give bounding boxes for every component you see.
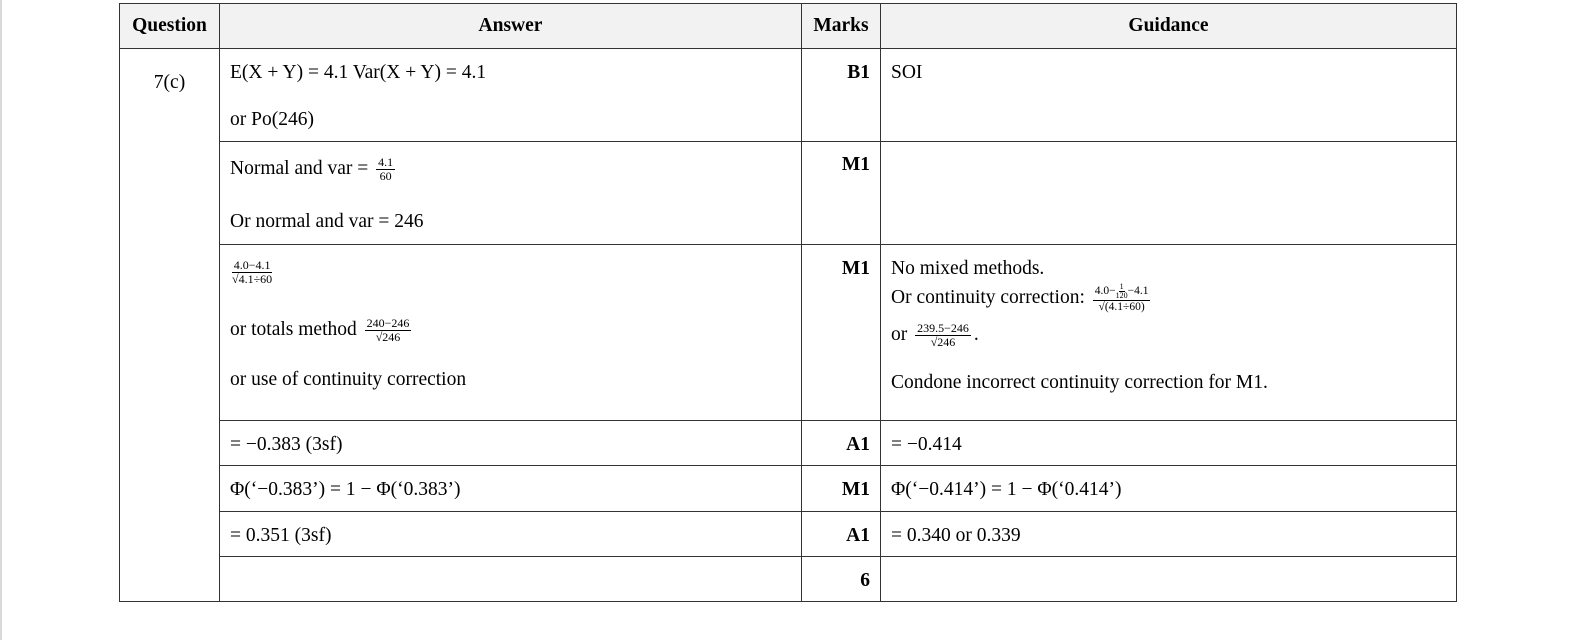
fraction-denominator: √4.1÷60 bbox=[232, 272, 273, 286]
answer-line: or Po(246) bbox=[230, 109, 314, 130]
mark-value: M1 bbox=[841, 479, 870, 500]
mark-scheme-table bbox=[119, 3, 1457, 602]
guidance-text: Condone incorrect continuity correction for M1. bbox=[891, 372, 1268, 393]
guidance-cell bbox=[881, 466, 1457, 512]
guidance-line bbox=[891, 314, 1456, 349]
fraction-part: −4.1 bbox=[1127, 285, 1149, 298]
guidance-text: SOI bbox=[891, 62, 923, 83]
fraction-numerator bbox=[1093, 283, 1151, 301]
guidance-cell bbox=[881, 421, 1457, 466]
fraction-denominator: √246 bbox=[930, 335, 956, 349]
fraction bbox=[1093, 283, 1151, 314]
fraction-denominator: √(4.1÷60) bbox=[1098, 301, 1145, 313]
header-guidance: Guidance bbox=[881, 4, 1457, 49]
guidance-text: or bbox=[891, 323, 908, 345]
fraction bbox=[365, 317, 412, 344]
guidance-text: = −0.414 bbox=[891, 434, 962, 455]
answer-text: Normal and var = bbox=[230, 157, 374, 179]
fraction-numerator: 4.0−4.1 bbox=[233, 258, 271, 272]
mark-value: B1 bbox=[847, 62, 870, 83]
answer-cell bbox=[220, 142, 802, 245]
fraction-numerator: 4.1 bbox=[378, 155, 394, 169]
inner-fraction bbox=[1116, 283, 1128, 300]
guidance-text: Or continuity correction: bbox=[891, 286, 1085, 308]
answer-line bbox=[230, 245, 801, 286]
guidance-text: . bbox=[973, 323, 979, 345]
header-answer: Answer bbox=[220, 4, 802, 49]
fraction bbox=[915, 322, 971, 349]
answer-line bbox=[230, 142, 801, 183]
mark-cell bbox=[802, 49, 881, 142]
total-marks: 6 bbox=[860, 570, 870, 591]
table-row bbox=[120, 142, 1457, 245]
guidance-cell bbox=[881, 49, 1457, 142]
guidance-text: Φ(‘−0.414’) = 1 − Φ(‘0.414’) bbox=[891, 479, 1122, 500]
fraction-denominator: √246 bbox=[375, 330, 401, 344]
inner-denominator: 120 bbox=[1115, 291, 1128, 300]
answer-cell bbox=[220, 421, 802, 466]
guidance-text: = 0.340 or 0.339 bbox=[891, 525, 1021, 546]
answer-text bbox=[230, 557, 801, 569]
question-number: 7(c) bbox=[153, 72, 186, 93]
page-left-edge bbox=[0, 0, 2, 640]
answer-line: E(X + Y) = 4.1 Var(X + Y) = 4.1 bbox=[230, 62, 487, 83]
answer-cell bbox=[220, 557, 802, 602]
table-row bbox=[120, 49, 1457, 142]
table-row bbox=[120, 466, 1457, 512]
mark-cell bbox=[802, 557, 881, 602]
guidance-line bbox=[891, 281, 1456, 314]
guidance-cell bbox=[881, 142, 1457, 245]
fraction-part: 4.0− bbox=[1094, 285, 1116, 298]
fraction-denominator: 60 bbox=[379, 169, 392, 183]
mark-value: A1 bbox=[846, 434, 870, 455]
answer-cell bbox=[220, 49, 802, 142]
answer-line bbox=[230, 286, 801, 344]
answer-cell bbox=[220, 245, 802, 421]
total-row bbox=[120, 557, 1457, 602]
answer-line: or use of continuity correction bbox=[230, 369, 467, 390]
header-question: Question bbox=[120, 4, 220, 49]
mark-cell bbox=[802, 512, 881, 557]
mark-cell bbox=[802, 466, 881, 512]
mark-cell bbox=[802, 142, 881, 245]
guidance-text bbox=[891, 557, 1456, 569]
guidance-cell bbox=[881, 557, 1457, 602]
answer-text: = 0.351 (3sf) bbox=[230, 525, 332, 546]
mark-value: M1 bbox=[841, 154, 870, 175]
answer-line: Or normal and var = 246 bbox=[230, 211, 424, 232]
guidance-cell bbox=[881, 245, 1457, 421]
table-row bbox=[120, 421, 1457, 466]
mark-value: A1 bbox=[846, 525, 870, 546]
table-row bbox=[120, 512, 1457, 557]
fraction bbox=[230, 259, 274, 286]
answer-cell bbox=[220, 512, 802, 557]
mark-value: M1 bbox=[841, 258, 870, 279]
guidance-text: No mixed methods. bbox=[891, 258, 1045, 279]
answer-text: or totals method bbox=[230, 318, 357, 340]
fraction bbox=[376, 156, 395, 183]
inner-numerator: 1 bbox=[1119, 282, 1124, 291]
fraction-numerator: 240−246 bbox=[366, 316, 410, 330]
answer-text: Φ(‘−0.383’) = 1 − Φ(‘0.383’) bbox=[230, 479, 461, 500]
mark-cell bbox=[802, 245, 881, 421]
answer-text: = −0.383 (3sf) bbox=[230, 434, 343, 455]
mark-cell bbox=[802, 421, 881, 466]
question-cell bbox=[120, 49, 220, 602]
header-row bbox=[120, 4, 1457, 49]
answer-cell bbox=[220, 466, 802, 512]
header-marks: Marks bbox=[802, 4, 881, 49]
fraction-numerator: 239.5−246 bbox=[917, 321, 969, 335]
guidance-cell bbox=[881, 512, 1457, 557]
table-row bbox=[120, 245, 1457, 421]
